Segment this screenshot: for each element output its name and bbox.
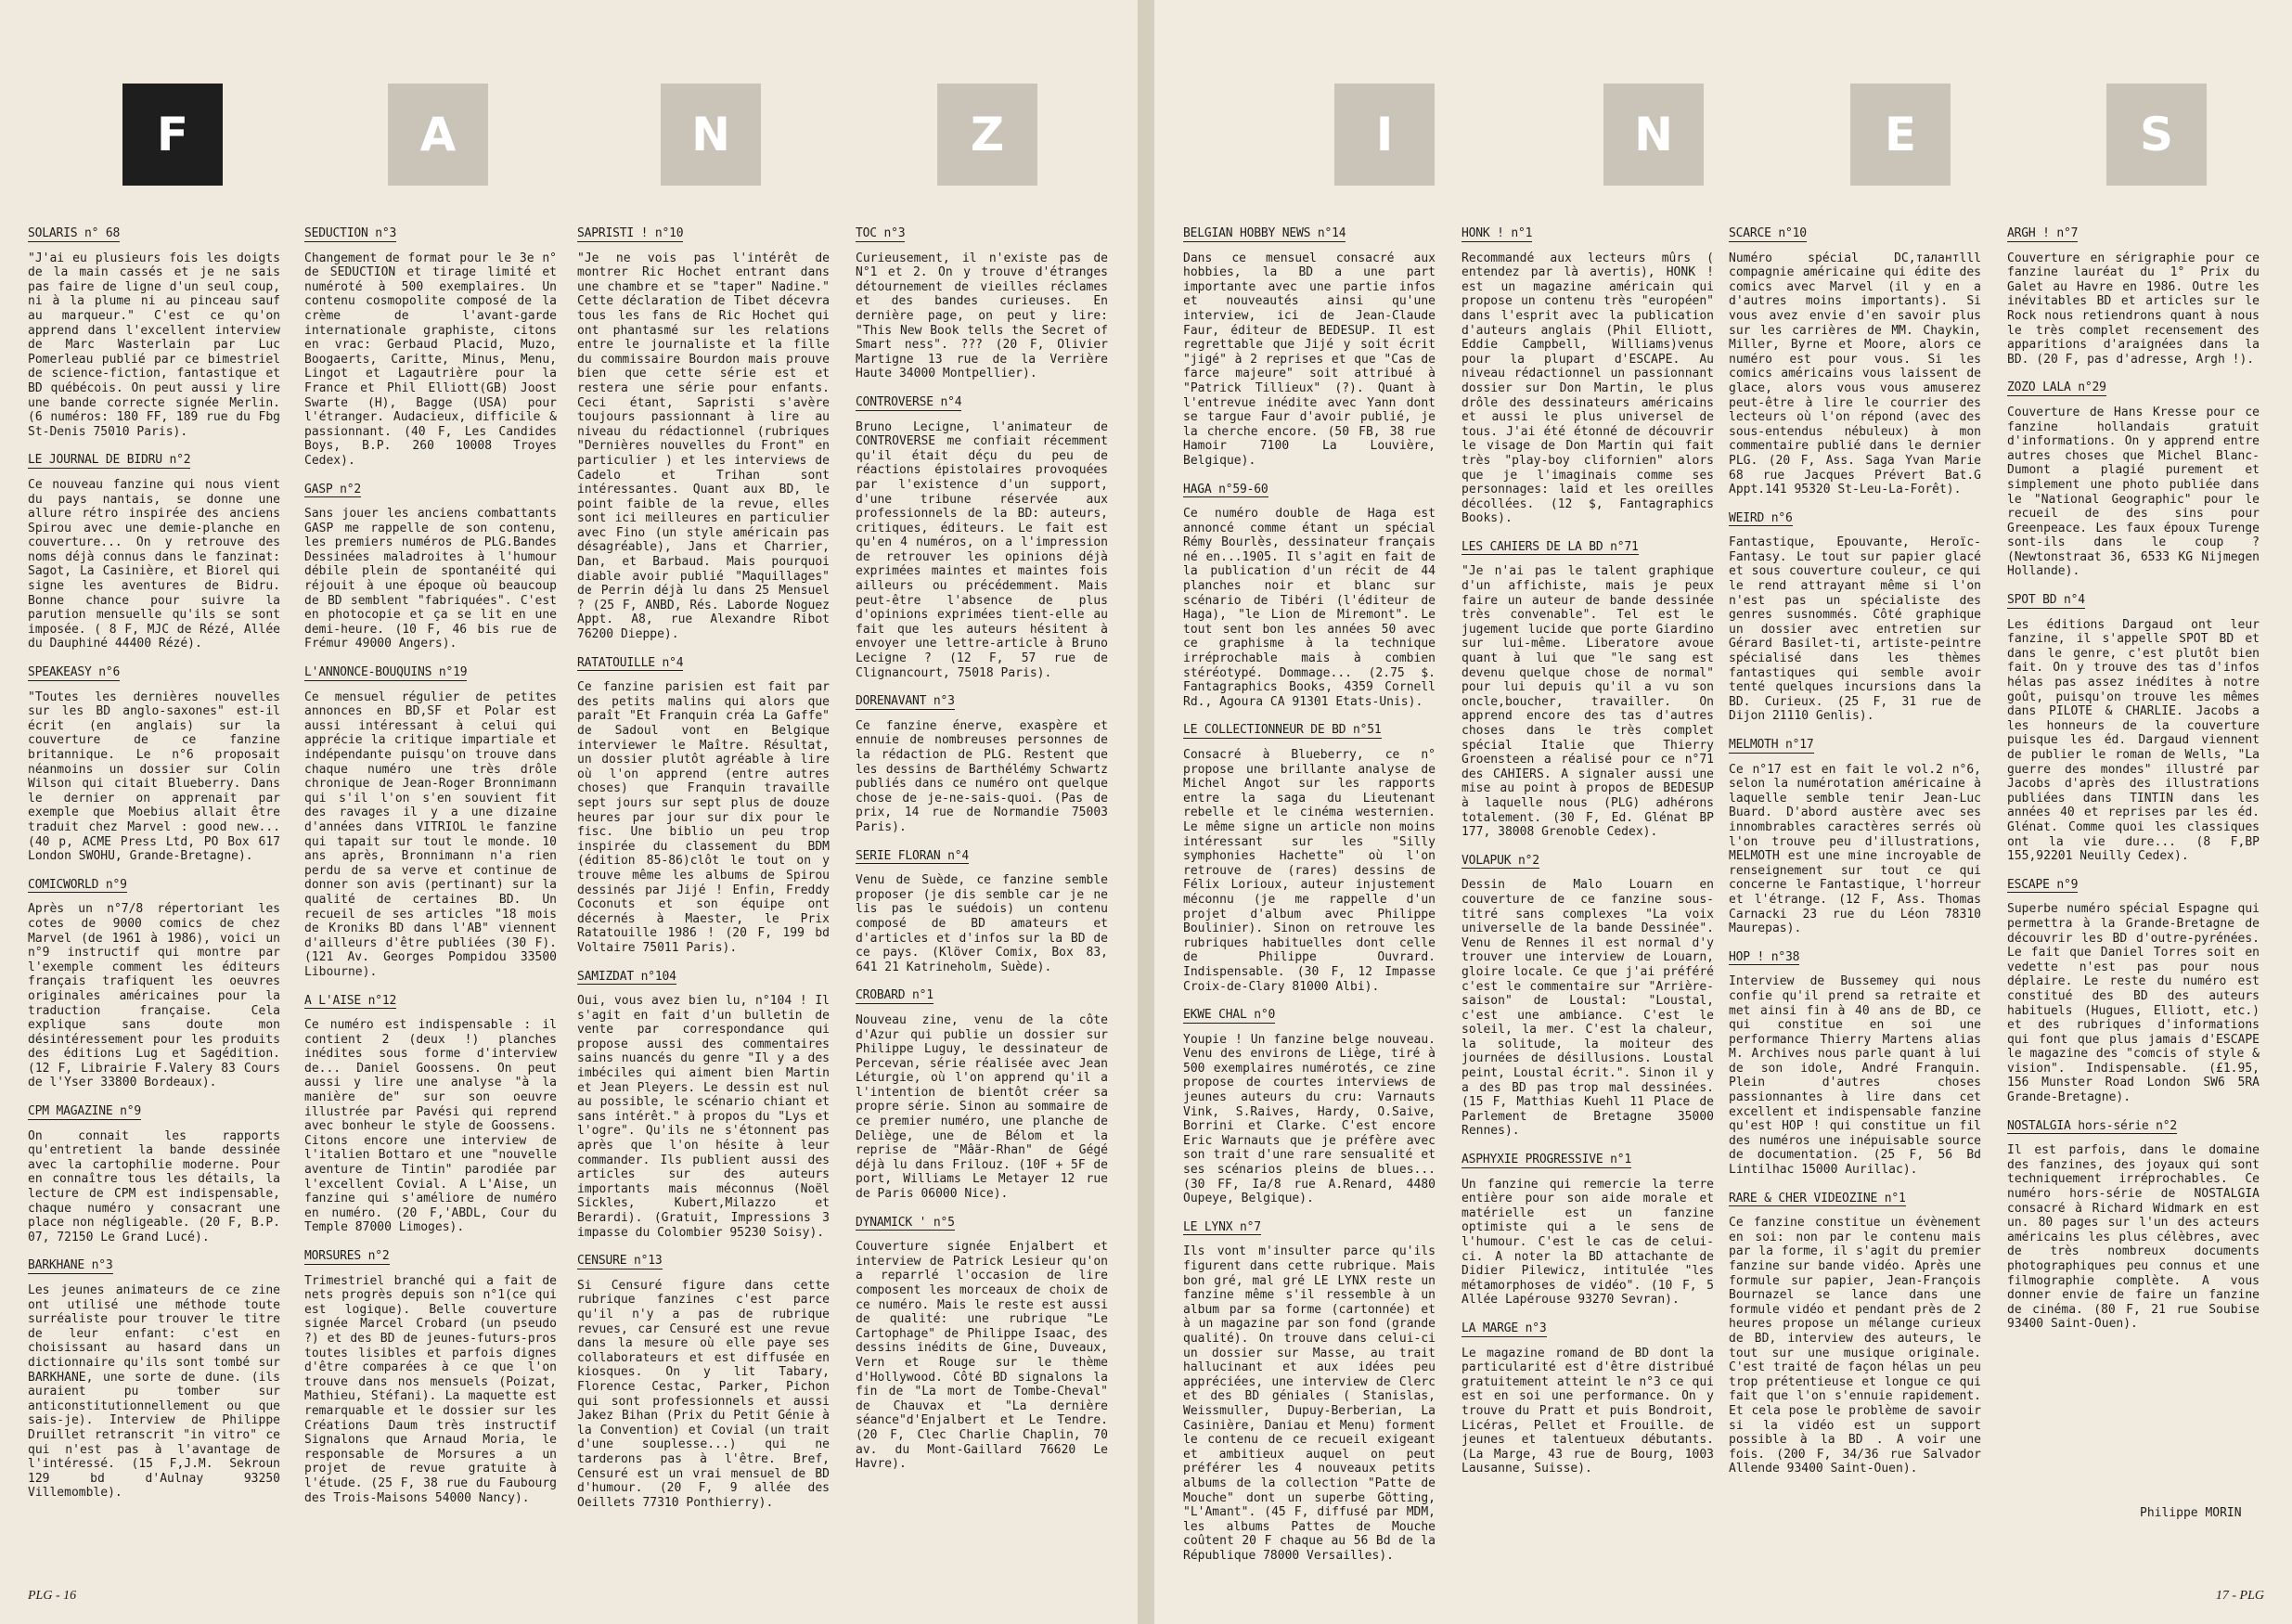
page-number-right: 17 - PLG [2215, 1589, 2264, 1603]
header-letter: Z [937, 84, 1037, 186]
review-body: Dans ce mensuel consacré aux hobbies, la BD a une part importante avec une partie infos et nouveautés ainsi qu'une interview, ici de Jean-Claude Faur, éditeur de BEDESUP. Il est regrettable que Jijé y soit écrit "jigé" à 2 reprises et que "Cas de farce majeure" soit attribué à "Patrick Tillieux" (?). Quant à l'entrevue inédite avec Yann dont se targue Faur d'avoir publié, je la cherche encore. (50 FB, 38 rue Hamoir 7100 La Louvière, Belgique). [1183, 251, 1436, 468]
review-body: "Je ne vois pas l'intérêt de montrer Ric Hochet entrant dans une chambre et se "taper" Nadine." Cette déclaration de Tibet décevra tous les fans de Ric Hochet qui ont phantasmé sur les relations entre le journaliste et la fille du commissaire Bourdon mais prouve bien que cette série est et restera une série pour enfants. Ceci étant, Sapristi s'avère toujours passionnant à lire au niveau du rédactionnel (rubriques "Dernières nouvelles du Front" en particulier ) et les interviews de Cadelo et Trihan sont intéressantes. Quant aux BD, le point faible de la revue, elles sont ici meilleures en particulier avec Fino (un style américain pas désagréable), Jans et Charrier, Dan, et Barbaud. Mais pourquoi diable avoir publié "Maquillages" de Perrin déjà lu dans 25 Mensuel ? (25 F, ANBD, Rés. Laborde Noguez Appt. A8, rue Alexandre Ribot 76200 Dieppe). [577, 251, 830, 642]
review-title: WEIRD n°6 [1729, 510, 1793, 525]
review-title: CENSURE n°13 [577, 1254, 663, 1269]
review-body: Nouveau zine, venu de la côte d'Azur qui publie un dossier sur Philippe Luguy, le dessinateur de Percevan, série réalisée avec Jean Léturgie, où l'on apprend qu'il a l'intention de bientôt créer sa propre série. Sinon au sommaire de ce premier numéro, une planche de Deliège, une de Bélom et la reprise de "Mâär-Rhan" de Gégé déjà lu dans Frilouz. (10F + 5F de port, Williams Le Metayer 12 rue de Paris 06000 Nice). [856, 1012, 1108, 1202]
review-title: VOLAPUK n°2 [1461, 853, 1539, 868]
review-body: Ce n°17 est en fait le vol.2 n°6, selon la numérotation américaine à laquelle semble tenir Jean-Luc Buard. D'abord austère avec ses innombrables caractères serrés où l'on trouve peu d'illustrations, MELMOTH est une mine incroyable de renseignement sur tout ce qui concerne le Fantastique, l'horreur et l'étrange. (12 F, Ass. Thomas Carnacki 23 rue du Léon 78310 Maurepas). [1729, 762, 1981, 936]
header-letter: N [1603, 84, 1704, 186]
review-body: Le magazine romand de BD dont la particularité est d'être distribué gratuitement atteint le n°3 ce qui est en soi une performance. On y trouve du Pratt et puis Bondroit, Licéras, Pellet et Frouille. de jeunes et talentueux débutants. (La Marge, 43 rue de Bourg, 1003 Lausanne, Suisse). [1461, 1346, 1714, 1476]
header-letter: E [1850, 84, 1951, 186]
review-body: Youpie ! Un fanzine belge nouveau. Venu des environs de Liège, tiré à 500 exemplaires numérotés, ce zine propose de courtes interviews de jeunes auteurs du cru: Varnauts Vink, S.Raives, Hardy, O.Saive, Borrini et Clarke. C'est encore Eric Warnauts que je préfère avec son trait d'une rare sensualité et ses scénarios pleins de blues... (30 FF, Ia/8 rue A.Renard, 4480 Oupeye, Belgique). [1183, 1032, 1436, 1206]
review-title: CPM MAGAZINE n°9 [28, 1104, 142, 1119]
review-body: Oui, vous avez bien lu, n°104 ! Il s'agit en fait d'un bulletin de vente par correspondance qui propose aussi des commentaires sains nuancés du genre "Il y a des imbéciles qui aiment bien Martin et Jean Pleyers. Le dessin est nul au possible, le scénario chiant et sans intérêt." à propos du "Lys et l'ogre". Qu'ils ne s'étonnent pas après que l'on hésite à leur commander. Ils publient aussi des articles sur des auteurs importants mais méconnus (Noël Sickles, Kubert,Milazzo et Berardi). (Gratuit, Impressions 3 impasse du Colombier 95230 Soisy). [577, 994, 830, 1240]
review-entry [1729, 738, 1981, 936]
review-title: SAPRISTI ! n°10 [577, 226, 684, 240]
review-entry [856, 988, 1108, 1201]
review-entry [28, 665, 280, 864]
review-title: SOLARIS n° 68 [28, 226, 121, 240]
review-body: Les jeunes animateurs de ce zine ont utilisé une méthode toute surréaliste pour trouver le titre de leur enfant: c'est en choisissant au hasard dans un dictionnaire qu'ils sont tombé sur BARKHANE, une sorte de dune. (ils auraient pu tomber sur anticonstitutionnellement ou que sais-je). Interview de Philippe Druillet retranscrit "in vitro" ce qui n'est pas à l'avantage de l'intéressé. (15 F,J.M. Sekroun 129 bd d'Aulnay 93250 Villemomble). [28, 1283, 280, 1501]
review-body: Bruno Lecigne, l'animateur de CONTROVERSE me confiait récemment qu'il était déçu du peu de réactions épistolaires provoquées par l'existence d'un support, d'une tribune réservée aux professionnels de la BD: auteurs, critiques, éditeurs. Le fait est qu'en 4 numéros, on a l'impression de retrouver les opinions déjà exprimées maintes et maintes fois ailleurs ou précédemment. Mais peut-être l'absence de plus d'opinions exprimées tient-elle au fait que les auteurs hésitent à envoyer une lettre-article à Bruno Lecigne ? (12 F, 57 rue de Clignancourt, 75018 Paris). [856, 419, 1108, 680]
review-entry [577, 656, 830, 956]
review-body: Numéro spécial DC,талантlll compagnie américaine qui édite des comics avec Marvel (il y en a d'autres moins importants). Si vous avez envie d'en savoir plus sur les carrières de MM. Chaykin, Miller, Byrne et Moore, alors ce numéro est pour vous. Si les comics américains vous laissent de glace, alors vous vous amuserez peut-être à lire le courrier des lecteurs où l'on répond (avec des sous-entendus nébuleux) à mon commentaire publié dans le dernier PLG. (20 F, Ass. Saga Yvan Marie 68 rue Jacques Prévert Bat.G Appt.141 95320 St-Leu-La-Forêt). [1729, 251, 1981, 497]
review-title: TOC n°3 [856, 226, 906, 240]
review-entry [2007, 1119, 2260, 1332]
review-title: ZOZO LALA n°29 [2007, 380, 2106, 395]
review-title: HOP ! n°38 [1729, 949, 1800, 964]
review-entry [856, 395, 1108, 680]
review-entry [28, 1104, 280, 1244]
review-body: Ce fanzine énerve, exaspère et ennuie de nombreuses personnes de la rédaction de PLG. Restent que les dessins de Barthélémy Schwartz publiés dans ce numéro ont quelque chose de je-ne-sais-quoi. (Pas de prix, 14 rue de Normandie 75003 Paris). [856, 718, 1108, 834]
review-title: ESCAPE n°9 [2007, 877, 2079, 892]
review-body: Couverture signée Enjalbert et interview de Patrick Lesieur qu'on a reparrlé l'occasion de lire composent les morceaux de choix de ce numéro. Mais le reste est aussi de qualité: une rubrique "Le Cartophage" de Philippe Isaac, des dessins inédits de Gine, Duveaux, Vern et Rouge sur le thème d'Hollywood. Côté BD signalons la fin de "La mort de Tombe-Cheval" de Chauvax et "La dernière séance"d'Enjalbert et Le Tendre. (20 F, Clec Charlie Chaplin, 70 av. du Mont-Gaillard 76620 Le Havre). [856, 1240, 1108, 1472]
review-body: "Toutes les dernières nouvelles sur les BD anglo-saxones" est-il écrit (en anglais) sur la couverture de ce fanzine britannique. Le n°6 proposait néanmoins un dossier sur Colin Wilson qui citait Blueberry. Dans le dernier on apprenait par exemple que Moebius allait être traduit chez Marvel : good new... (40 p, ACME Press Ltd, PO Box 617 London SWOHU, Grande-Bretagne). [28, 690, 280, 864]
review-title: LE LYNX n°7 [1183, 1219, 1261, 1234]
review-body: Les éditions Dargaud ont leur fanzine, il s'appelle SPOT BD et dans le genre, c'est plutôt bien fait. On y trouve des tas d'infos hélas pas assez inédites à notre goût, puisqu'on trouve les mêmes dans PILOTE & CHARLIE. Jacobs a les honneurs de la couverture puisque les éd. Dargaud viennent de publier le roman de Wells, "La guerre des mondes" illustré par Jacobs d'après des illustrations publiées dans TINTIN dans les années 40 et reprises par les éd. Glénat. Comme quoi les classiques ont la vie dure... (8 F,BP 155,92201 Neuilly Cedex). [2007, 617, 2260, 864]
review-entry [304, 226, 557, 469]
review-title: NOSTALGIA hors-série n°2 [2007, 1118, 2178, 1133]
review-body: Ils vont m'insulter parce qu'ils figurent dans cette rubrique. Mais bon gré, mal gré LE LYNX reste un fanzine même s'il ressemble à un album par sa forme (cartonnée) et à un magazine par son fond (grande qualité). On trouve dans celui-ci un dossier sur Masse, au trait hallucinant et aux idées peu appréciées, une interview de Clerc et des BD géniales ( Stanislas, Weissmuller, Dupuy-Berberian, La Casinière, Daniau et Menu) forment le contenu de ce recueil exigeant et ambitieux auquel on peut préférer les 4 nouveaux petits albums de la collection "Patte de Mouche" dont un superbe Götting, "L'Amant". (45 F, diffusé par MDM, les albums Pattes de Mouche coûtent 20 F chaque au 56 Bd de la République 78000 Versailles). [1183, 1244, 1436, 1563]
review-body: Il est parfois, dans le domaine des fanzines, des joyaux qui sont techniquement irréprochables. Ce numéro hors-série de NOSTALGIA consacré à Richard Widmark en est un. 80 pages sur l'un des acteurs américains les plus célèbres, avec de très nombreux documents photographiques peu connus et une filmographie complète. A vous donner envie de faire un fanzine de cinéma. (80 F, 21 rue Soubise 93400 Saint-Ouen). [2007, 1143, 2260, 1332]
review-title: SEDUCTION n°3 [304, 226, 397, 240]
review-entry [1461, 1321, 1714, 1476]
review-entry [577, 970, 830, 1241]
review-column [1183, 226, 1436, 1577]
review-title: CROBARD n°1 [856, 988, 934, 1003]
review-title: SERIE FLORAN n°4 [856, 848, 970, 863]
header-letter: N [661, 84, 761, 186]
review-title: GASP n°2 [304, 482, 362, 496]
review-column [304, 226, 557, 1519]
review-body: Curieusement, il n'existe pas de N°1 et 2. On y trouve d'étranges détournement de vieilles réclames et des bandes curieuses. En dernière page, on peut y lire: "This New Book tells the Secret of Smart ness". ??? (20 F, Olivier Martigne 13 rue de la Verrière Haute 34000 Montpellier). [856, 251, 1108, 381]
review-title: LE JOURNAL DE BIDRU n°2 [28, 453, 191, 468]
review-title: HAGA n°59-60 [1183, 482, 1268, 496]
review-body: Dessin de Malo Louarn en couverture de ce fanzine sous-titré sans complexes "La voix universelle de la bande Dessinée". Venu de Rennes il est normal d'y trouver une interview de Louarn, gloire locale. Ce que j'ai préféré c'est le commentaire sur "Arrière-saison" de Loustal: "Loustal, c'est une ambiance. C'est le soleil, la mer. C'est la chaleur, la solitude, la moiteur des journées de désillusions. Loustal peint, Loustal écrit.". Sinon il y a des BD pas trop mal dessinées. (15 F, Matthias Kuehl 11 Place de Parlement de Bretagne 35000 Rennes). [1461, 878, 1714, 1139]
review-body: Recommandé aux lecteurs mûrs ( entendez par là avertis), HONK ! est un magazine américain qui propose un contenu très "européen" dans l'esprit avec la publication d'auteurs anglais (Phil Elliott, Eddie Campbell, Williams)venus pour la plupart d'ESCAPE. Au niveau rédactionnel un passionnant dossier sur Don Martin, le plus drôle des dessinateurs américains et aussi le plus universel de tous. J'ai été étonné de découvrir le visage de Don Martin qui fait très "play-boy clifornien" alors que je l'imaginais comme ses personnages: laid et les oreilles décollées. (12 $, Fantagraphics Books). [1461, 251, 1714, 526]
review-body: "J'ai eu plusieurs fois les doigts de la main cassés et je ne sais pas faire de ligne d'un seul coup, ni à la plume ni au pinceau sauf au marqueur." C'est ce qu'on apprend dans l'excellent interview de Marc Wasterlain par Luc Pomerleau publié par ce bimestriel de science-fiction, fantastique et BD québécois. On peut aussi y lire une bande correcte signée Merlin. (6 numéros: 180 FF, 189 rue du Fbg St-Denis 75010 Paris). [28, 251, 280, 439]
review-entry [304, 994, 557, 1236]
review-title: CONTROVERSE n°4 [856, 394, 962, 409]
review-body: Ce nouveau fanzine qui nous vient du pays nantais, se donne une allure rétro inspirée des anciens Spirou avec une demie-planche en couverture... On y retrouve des noms déjà connus dans le fanzinat: Sagot, La Casinière, et Biorel qui signe les aventures de Bidru. Bonne chance pour suivre la parution mensuelle qu'ils se sont imposée. ( 8 F, MJC de Rézé, Allée du Dauphiné 44400 Rézé). [28, 477, 280, 651]
review-body: Couverture de Hans Kresse pour ce fanzine hollandais gratuit d'informations. On y apprend entre autres choses que Michel Blanc-Dumont a plagié purement et simplement une photo publiée dans le "National Geographic" pour le recueil de des sins pour Greenpeace. Les faux époux Turenge sont-ils dans le coup ? (Newtonstraat 36, 6533 KG Nijmegen Hollande). [2007, 405, 2260, 579]
review-column [1729, 226, 1981, 1490]
review-body: Superbe numéro spécial Espagne qui permettra à la Grande-Bretagne de découvrir les BD d'outre-pyrénées. Le fait que Daniel Torres soit en vedette n'est pas pour nous déplaire. Le reste du numéro est constitué des BD des auteurs habituels (Hugues, Elliott, etc.) et des rubriques d'informations qui font que plus jamais d'ESCAPE le magazine des "comcis of style & vision". Indispensable. (£1.95, 156 Munster Road London SW6 5RA Grande-Bretagne). [2007, 902, 2260, 1105]
review-entry [856, 1216, 1108, 1472]
review-entry [2007, 380, 2260, 579]
review-body: Ce numéro est indispensable : il contient 2 (deux !) planches inédites sous forme d'interview de... Daniel Goossens. On peut aussi y lire une analyse "à la manière de" sur son oeuvre illustrée par Pavési qui reprend avec bonheur le style de Goossens. Citons encore une interview de l'italien Bottaro et une "nouvelle aventure de Tintin" parodiée par l'excellent Covial. A L'Aise, un fanzine qui s'améliore de numéro en numéro. (20 F,'ABDL, Cour du Temple 87000 Limoges). [304, 1018, 557, 1235]
review-body: Interview de Bussemey qui nous confie qu'il prend sa retraite et met ainsi fin à 40 ans de BD, ce qui constitue en soi une performance Thierry Martens alias M. Archives nous parle quant à lui de son idole, André Franquin. Plein d'autres choses passionnantes à lire dans cet excellent et indispensable fanzine qu'est HOP ! qui constitue un fil des numéros une inépuisable source de documentation. (25 F, 56 Bd Lintilhac 15000 Aurillac). [1729, 974, 1981, 1178]
review-body: Ce mensuel régulier de petites annonces en BD,SF et Polar est aussi intéressant à celui qui apprécie la critique impartiale et indépendante puisqu'on trouve dans chaque numéro une très drôle chronique de Jean-Roger Bronnimann qui s'il l'on s'en souvient fit des ravages il y a une dizaine d'années dans VITRIOL le fanzine qui tapait sur tout le monde. 10 ans après, Bronnimann n'a rien perdu de sa verve et continue de donner son avis (pertinant) sur la qualité de certaines BD. Un recueil de ses articles "18 mois de Kroniks BD dans l'AB" viennent d'ailleurs d'être publiées (30 F). (121 Av. Georges Pompidou 33500 Libourne). [304, 690, 557, 979]
review-entry [304, 1249, 557, 1505]
review-title: BARKHANE n°3 [28, 1258, 113, 1273]
review-title: RARE & CHER VIDEOZINE n°1 [1729, 1191, 1906, 1205]
review-title: ASPHYXIE PROGRESSIVE n°1 [1461, 1153, 1632, 1167]
review-body: Consacré à Blueberry, ce n° propose une brillante analyse de Michel Angot sur les rapports entre la saga du Lieutenant rebelle et le cinéma westernien. Le même signe un article non moins intéressant sur les "Silly symphonies Hachette" où l'on retrouve de (rares) dessins de Félix Lorioux, auteur injustement méconnu (je me rappelle d'un projet d'album avec Philippe Boulinier). Sinon on retrouve les rubriques habituelles dont celle de Philippe Ouvrard. Indispensable. (30 F, 12 Impasse Croix-de-Clary 81000 Albi). [1183, 748, 1436, 994]
review-entry [1729, 226, 1981, 497]
header-letter: I [1334, 84, 1435, 186]
review-title: SAMIZDAT n°104 [577, 969, 676, 984]
review-entry [1461, 226, 1714, 526]
review-entry [1183, 483, 1436, 710]
review-entry [1729, 511, 1981, 724]
review-body: Sans jouer les anciens combattants GASP me rappelle de son contenu, les premiers numéros de PLG.Bandes Dessinées maladroites à l'humour débile plein de spontanéité qui réjouit à une époque où beaucoup de BD semblent "fabriquées". C'est en photocopie et ça se lit en une demi-heure. (10 F, 46 bis rue de Frémur 49000 Angers). [304, 507, 557, 651]
review-title: BELGIAN HOBBY NEWS n°14 [1183, 226, 1346, 240]
review-title: L'ANNONCE-BOUQUINS n°19 [304, 665, 468, 680]
review-title: COMICWORLD n°9 [28, 877, 127, 892]
review-entry [2007, 593, 2260, 864]
review-entry [2007, 878, 2260, 1105]
review-entry [28, 878, 280, 1090]
review-title: LA MARGE n°3 [1461, 1321, 1547, 1335]
review-column [1461, 226, 1714, 1490]
review-entry [28, 226, 280, 439]
review-title: SPEAKEASY n°6 [28, 665, 121, 680]
review-entry [856, 694, 1108, 834]
review-column [577, 226, 830, 1524]
header-letter: A [388, 84, 488, 186]
review-body: Après un n°7/8 répertoriant les cotes de 9000 comics de chez Marvel (de 1961 à 1986), voici un n°9 instructif qui montre par l'exemple comment les éditeurs français trafiquent les oeuvres originales américaines pour la traduction française. Cela explique sans doute mon désintéressement pour les produits des éditions Lug et Sagédition. (12 F, Librairie F.Valery 83 Cours de l'Yser 33800 Bordeaux). [28, 902, 280, 1090]
author-signature: Philippe MORIN [2140, 1506, 2242, 1520]
review-title: MORSURES n°2 [304, 1249, 390, 1263]
review-entry [28, 1258, 280, 1501]
review-entry [304, 483, 557, 652]
review-column [28, 226, 280, 1514]
review-entry [577, 1254, 830, 1510]
review-title: LE COLLECTIONNEUR DE BD n°51 [1183, 723, 1382, 738]
page-number-left: PLG - 16 [28, 1589, 77, 1603]
review-title: SPOT BD n°4 [2007, 593, 2085, 608]
review-title: LES CAHIERS DE LA BD n°71 [1461, 539, 1639, 554]
review-title: DORENAVANT n°3 [856, 694, 955, 709]
review-body: "Je n'ai pas le talent graphique d'un affichiste, mais je peux faire un auteur de bande dessinée très convenable". Tel est le jugement lucide que porte Giardino sur lui-même. Liberatore avoue quant à lui que "le sang est devenu quelque chose de normal" pour lui depuis qu'il a vu son oncle,boucher, travailler. On apprend encore des tas d'autres choses dans le très complet spécial Italie que Thierry Groensteen a réalisé pour ce n°71 des CAHIERS. A signaler aussi une mise au point à propos de BEDESUP à laquelle nous (PLG) adhérons totalement. (30 F, Ed. Glénat BP 177, 38008 Grenoble Cedex). [1461, 564, 1714, 840]
review-body: Trimestriel branché qui a fait de nets progrès depuis son n°1(ce qui est logique). Belle couverture signée Marcel Crobard (un pseudo ?) et des BD de jeunes-futurs-pros toutes lisibles et parfois dignes d'être comparées à ce que l'on trouve dans nos mensuels (Poizat, Mathieu, Stéfani). La maquette est remarquable et le dossier sur les Créations Daum très instructif Signalons que Arnaud Moria, le responsable de Morsures a un projet de revue gratuite à l'étude. (25 F, 38 rue du Faubourg des Trois-Maisons 54000 Nancy). [304, 1273, 557, 1505]
review-entry [28, 453, 280, 651]
review-title: RATATOUILLE n°4 [577, 655, 684, 670]
review-title: ARGH ! n°7 [2007, 226, 2079, 240]
page-gutter [1138, 0, 1154, 1624]
review-title: A L'AISE n°12 [304, 993, 397, 1008]
review-title: EKWE CHAL n°0 [1183, 1008, 1276, 1023]
review-entry [1183, 1220, 1436, 1564]
review-entry [1183, 226, 1436, 469]
review-body: Ce fanzine constitue un évènement en soi: non par le contenu mais par la forme, il s'agit du premier fanzine sur bande vidéo. Après une formule sur papier, Jean-François Bournazel se lance dans une formule vidéo et pendant près de 2 heures propose un mélange curieux de BD, interview des auteurs, le tout sur une musique originale. C'est traité de façon hélas un peu trop prétentieuse et longue ce qui fait que l'on s'ennuie rapidement. Et cela pose le problème de savoir si la vidéo est un support possible à la BD . A voir une fois. (200 F, 34/36 rue Salvador Allende 93400 Saint-Ouen). [1729, 1216, 1981, 1476]
review-body: Venu de Suède, ce fanzine semble proposer (je dis semble car je ne lis pas le suédois) un contenu composé de BD amateurs et d'articles et d'infos sur la BD de ce pays. (Klöver Comix, Box 83, 641 21 Katrineholm, Suède). [856, 873, 1108, 974]
review-body: Un fanzine qui remercie la terre entière pour son aide morale et matérielle est un fanzine optimiste qui a le sens de l'humour. C'est le cas de celui-ci. A noter la BD attachante de Didier Pilewicz, intitulée "les métamorphoses de vidéo". (10 F, 5 Allée Lapérouse 93270 Sevran). [1461, 1177, 1714, 1308]
review-title: HONK ! n°1 [1461, 226, 1533, 240]
review-body: Si Censuré figure dans cette rubrique fanzines c'est parce qu'il n'y a pas de rubrique revues, car Censuré est une revue dans la mesure où elle paye ses collaborateurs et est diffusée en kiosques. On y lit Tabary, Florence Cestac, Parker, Pichon qui sont professionnels et aussi Jakez Bihan (Prix du Petit Génie à la Convention) et Covial (un trait d'une souplesse...) qui ne tarderons pas à l'être. Bref, Censuré est un vrai mensuel de BD d'humour. (20 F, 9 allée des Oeillets 77310 Ponthierry). [577, 1278, 830, 1510]
review-title: MELMOTH n°17 [1729, 738, 1814, 752]
review-entry [304, 665, 557, 979]
review-entry [2007, 226, 2260, 367]
review-title: SCARCE n°10 [1729, 226, 1807, 240]
review-body: Ce fanzine parisien est fait par des petits malins qui alors que paraît "Et Franquin créa La Gaffe" de Sadoul vont en Belgique interviewer le Maître. Résultat, un dossier plutôt agréable à lire où l'on apprend (entre autres choses) que Franquin travaille sept jours sur sept plus de douze heures par jour sur dix pour le fisc. Une biblio un peu trop inspirée du classement du BDM (édition 85-86)clôt le tout on y trouve même les albums de Spirou dessinés par Jijé ! Enfin, Freddy Coconuts et son équipe ont décernés à Maester, le Prix Ratatouille 1986 ! (20 F, 199 bd Voltaire 75011 Paris). [577, 680, 830, 955]
review-entry [1183, 1008, 1436, 1206]
review-body: Couverture en sérigraphie pour ce fanzine lauréat du 1° Prix du Galet au Havre en 1986. Outre les inévitables BD et articles sur le Rock nous retiendrons quant à nous le très complet recensement des apparitions d'araignées dans la BD. (20 F, pas d'adresse, Argh !). [2007, 251, 2260, 367]
review-entry [1461, 854, 1714, 1139]
review-body: Fantastique, Epouvante, Heroïc-Fantasy. Le tout sur papier glacé et sous couverture couleur, ce qui le rend attrayant même si l'on n'est pas un spécialiste des genres susnommés. Côté graphique un dossier avec entretien sur Gérard Basilet-ti, artiste-peintre spécialisé dans les thèmes fantastiques qui semble avoir tenté quelques incursions dans la BD. Curieux. (25 F, 31 rue de Dijon 21110 Genlis). [1729, 535, 1981, 724]
review-entry [1729, 950, 1981, 1178]
header-letter: F [122, 84, 223, 186]
review-entry [1461, 1153, 1714, 1308]
review-entry [1729, 1192, 1981, 1476]
review-title: DYNAMICK ' n°5 [856, 1215, 955, 1230]
review-body: On connait les rapports qu'entretient la bande dessinée avec la cartophilie moderne. Pour en connaître tous les détails, la lecture de CPM est indispensable, chaque numéro y consacrant une place non négligeable. (20 F, B.P. 07, 72150 Le Grand Lucé). [28, 1128, 280, 1244]
review-body: Changement de format pour le 3e n° de SEDUCTION et tirage limité et numéroté à 500 exemplaires. Un contenu cosmopolite composé de la crème de l'avant-garde internationale graphiste, citons en vrac: Gerbaud Placid, Muzo, Boogaerts, Caritte, Minus, Menu, Lingot et Lagautrière pour la France et Phil Elliott(GB) Joost Swarte (H), Bagge (USA) pour l'étranger. Audacieux, difficile & passionnant. (40 F, Les Candides Boys, B.P. 260 10008 Troyes Cedex). [304, 251, 557, 468]
review-entry [1183, 723, 1436, 994]
review-column [2007, 226, 2260, 1346]
header-letter: S [2106, 84, 2207, 186]
review-entry [856, 226, 1108, 381]
review-column [856, 226, 1108, 1486]
review-entry [577, 226, 830, 642]
review-entry [856, 849, 1108, 975]
review-entry [1461, 540, 1714, 840]
review-body: Ce numéro double de Haga est annoncé comme étant un spécial Rémy Bourlès, dessinateur français né en...1905. Il s'agit en fait de la publication d'un récit de 44 planches noir et blanc sur scénario de Tibéri (l'éditeur de Haga), "le Lion de Miremont". Le tout sent bon les années 50 avec ce graphisme à la technique irréprochable mais à combien stéréotypé. Dommage... (2.75 $. Fantagraphics Books, 4359 Cornell Rd., Agoura CA 91301 Etats-Unis). [1183, 507, 1436, 709]
